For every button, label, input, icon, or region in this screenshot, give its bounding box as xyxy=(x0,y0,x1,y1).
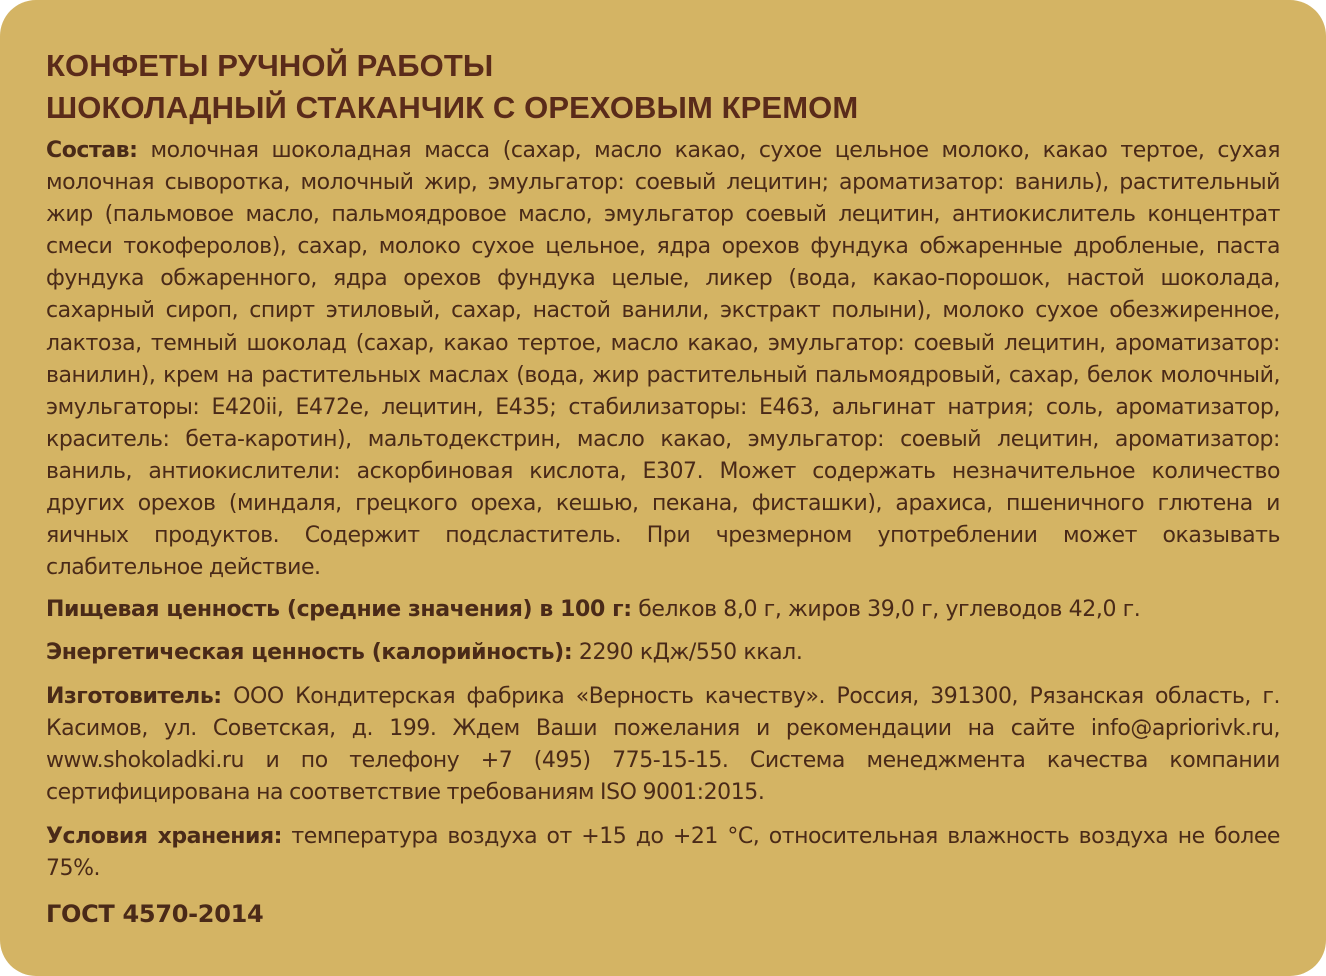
manufacturer-text: ООО Кондитерская фабрика «Верность качеству». Россия, 391300, Рязанская область, г. Касимов, ул. Советская, д. 199. Ждем Ваши пожелания и рекомендации на сайте info@apriorivk.ru, www.shokoladki.ru и по телефону +7 (495) 775-15-15. Система менеджмента качества компании сертифицирована на соответствие требованиям ISO 9001:2015. xyxy=(46,684,1280,806)
product-category-title: КОНФЕТЫ РУЧНОЙ РАБОТЫ xyxy=(46,48,494,83)
composition-section xyxy=(46,135,1280,584)
storage-label: Условия хранения: xyxy=(46,824,282,849)
energy-section xyxy=(46,637,1280,669)
nutrition-label: Пищевая ценность (средние значения) в 100 г: xyxy=(46,597,632,622)
nutrition-section xyxy=(46,594,1280,626)
energy-label: Энергетическая ценность (калорийность): xyxy=(46,640,573,665)
gost-standard: ГОСТ 4570-2014 xyxy=(46,900,264,928)
composition-label: Состав: xyxy=(46,138,138,163)
storage-section xyxy=(46,821,1280,885)
manufacturer-section xyxy=(46,681,1280,809)
product-name-title: ШОКОЛАДНЫЙ СТАКАНЧИК С ОРЕХОВЫМ КРЕМОМ xyxy=(46,90,859,125)
nutrition-text: белков 8,0 г, жиров 39,0 г, углеводов 42,0 г. xyxy=(631,597,1141,622)
storage-text: температура воздуха от +15 до +21 °С, относительная влажность воздуха не более 75%. xyxy=(46,824,1280,882)
energy-text: 2290 кДж/550 ккал. xyxy=(572,640,803,665)
composition-text: молочная шоколадная масса (сахар, масло какао, сухое цельное молоко, какао тертое, сухая молочная сыворотка, молочный жир, эмульгатор: соевый лецитин; ароматизатор: ваниль), растительный жир (пальмовое масло, пальмоядровое масло, эмульгатор соевый лецитин, антиокислитель концентрат смеси токоферолов), сахар, молоко сухое цельное, ядра орехов фундука обжаренные дробленые, паста фундука обжаренного, ядра орехов фундука целые, ликер (вода, какао-порошок, настой шоколада, сахарный сироп, спирт этиловый, сахар, настой ванили, экстракт полыни), молоко сухое обезжиренное, лактоза, темный шоколад (сахар, какао тертое, масло какао, эмульгатор: соевый лецитин, ароматизатор: ванилин), крем на растительных маслах (вода, жир растительный пальмоядровый, сахар, белок молочный, эмульгаторы: Е420ii, Е472е, лецитин, Е435; стабилизаторы: Е463, альгинат натрия; соль, ароматизатор, краситель: бета-каротин), мальтодекстрин, масло какао, эмульгатор: соевый лецитин, ароматизатор: ваниль, антиокислители: аскорбиновая кислота, Е307. Может содержать незначительное количество других орехов (миндаля, грецкого ореха, кешью, пекана, фисташки), арахиса, пшеничного глютена и яичных продуктов. Содержит подсластитель. При чрезмерном употреблении может оказывать слабительное действие. xyxy=(46,138,1280,581)
manufacturer-label: Изготовитель: xyxy=(46,684,222,709)
